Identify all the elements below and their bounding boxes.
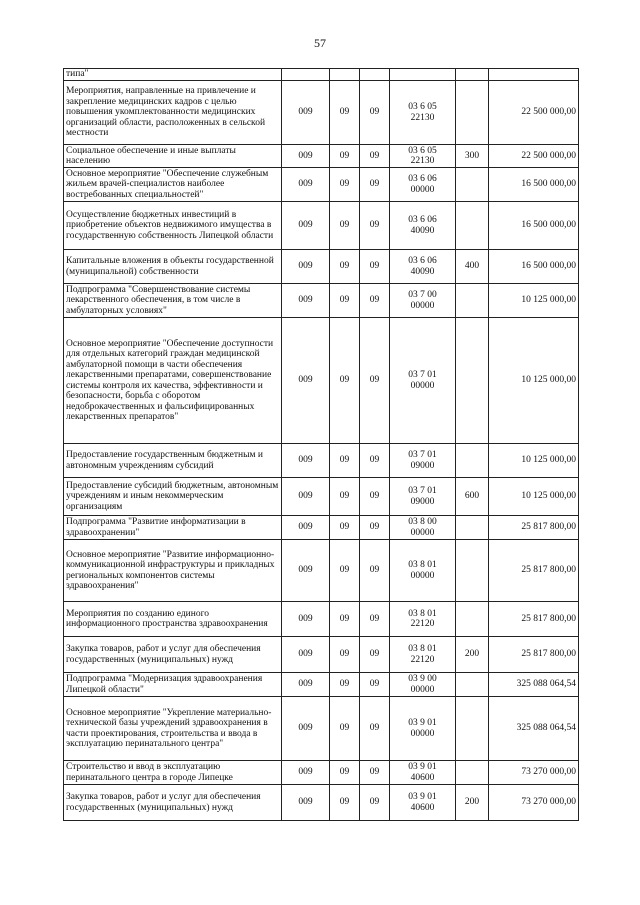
row-target-article bbox=[390, 444, 456, 478]
row-subsection-code: 09 bbox=[360, 540, 390, 602]
table-row bbox=[64, 697, 579, 761]
row-admin-code: 009 bbox=[282, 478, 330, 516]
row-expense-type: 200 bbox=[456, 637, 489, 673]
row-name: Социальное обеспечение и иные выплаты населению bbox=[64, 145, 282, 168]
row-section-code: 09 bbox=[330, 602, 360, 637]
row-target-article-line2: 00000 bbox=[410, 684, 435, 695]
row-admin-code: 009 bbox=[282, 250, 330, 284]
row-admin-code: 009 bbox=[282, 202, 330, 250]
table-row bbox=[64, 540, 579, 602]
table-row bbox=[64, 202, 579, 250]
row-target-article-line1: 03 7 01 bbox=[408, 486, 437, 496]
row-expense-type: 600 bbox=[456, 478, 489, 516]
table-row bbox=[64, 444, 579, 478]
row-admin-code bbox=[282, 69, 330, 81]
row-expense-type: 400 bbox=[456, 250, 489, 284]
table-row bbox=[64, 516, 579, 540]
row-expense-type bbox=[456, 81, 489, 145]
row-expense-type bbox=[456, 761, 489, 785]
row-admin-code: 009 bbox=[282, 145, 330, 168]
row-target-article bbox=[390, 697, 456, 761]
row-admin-code: 009 bbox=[282, 284, 330, 318]
row-section-code bbox=[330, 69, 360, 81]
row-admin-code: 009 bbox=[282, 318, 330, 444]
row-admin-code: 009 bbox=[282, 761, 330, 785]
row-target-article-line1: 03 6 06 bbox=[408, 174, 437, 184]
row-amount: 16 500 000,00 bbox=[489, 168, 579, 202]
table-row bbox=[64, 145, 579, 168]
table-row bbox=[64, 637, 579, 673]
row-target-article bbox=[390, 602, 456, 637]
row-amount: 16 500 000,00 bbox=[489, 202, 579, 250]
row-target-article-line1: 03 9 01 bbox=[408, 718, 437, 728]
row-section-code: 09 bbox=[330, 761, 360, 785]
row-target-article-line1: 03 7 01 bbox=[408, 370, 437, 380]
row-subsection-code: 09 bbox=[360, 602, 390, 637]
row-amount: 10 125 000,00 bbox=[489, 318, 579, 444]
row-amount: 10 125 000,00 bbox=[489, 284, 579, 318]
row-expense-type bbox=[456, 444, 489, 478]
row-target-article bbox=[390, 540, 456, 602]
row-name: Закупка товаров, работ и услуг для обеспечения государственных (муниципальных) нужд bbox=[64, 637, 282, 673]
table-row bbox=[64, 284, 579, 318]
row-target-article bbox=[390, 637, 456, 673]
row-name: Осуществление бюджетных инвестиций в приобретение объектов недвижимого имущества в государственную собственность Липецкой области bbox=[64, 202, 282, 250]
row-target-article-line2: 40600 bbox=[410, 772, 435, 783]
page-number: 57 bbox=[314, 36, 326, 50]
row-name: Основное мероприятие "Обеспечение доступности для отдельных категорий граждан медицинской амбулаторной помощи в части обеспечения лекарственными препаратами, совершенствование системы контроля их качества, эффективности и безопасности, борьба с оборотом недоброкачественных и фальсифицированных лекарственных препаратов" bbox=[64, 318, 282, 444]
row-target-article-line2: 00000 bbox=[410, 570, 435, 581]
row-amount: 22 500 000,00 bbox=[489, 145, 579, 168]
row-expense-type bbox=[456, 318, 489, 444]
row-amount: 22 500 000,00 bbox=[489, 81, 579, 145]
row-target-article-line1: 03 8 00 bbox=[408, 517, 437, 527]
row-target-article-line1: 03 6 06 bbox=[408, 215, 437, 225]
row-section-code: 09 bbox=[330, 145, 360, 168]
row-section-code: 09 bbox=[330, 697, 360, 761]
row-target-article bbox=[390, 168, 456, 202]
row-target-article-line2: 00000 bbox=[410, 728, 435, 739]
table-row bbox=[64, 69, 579, 81]
row-target-article bbox=[390, 202, 456, 250]
row-name: Подпрограмма "Развитие информатизации в здравоохранении" bbox=[64, 516, 282, 540]
row-subsection-code bbox=[360, 69, 390, 81]
row-target-article bbox=[390, 284, 456, 318]
row-amount: 325 088 064,54 bbox=[489, 697, 579, 761]
table-row bbox=[64, 168, 579, 202]
row-name: Строительство и ввод в эксплуатацию перинатального центра в городе Липецке bbox=[64, 761, 282, 785]
table-row bbox=[64, 602, 579, 637]
row-target-article bbox=[390, 81, 456, 145]
row-target-article-line2: 22120 bbox=[410, 654, 435, 665]
row-target-article bbox=[390, 785, 456, 821]
row-expense-type bbox=[456, 602, 489, 637]
row-expense-type bbox=[456, 516, 489, 540]
row-amount: 25 817 800,00 bbox=[489, 540, 579, 602]
row-target-article-line1: 03 8 01 bbox=[408, 644, 437, 654]
row-expense-type bbox=[456, 168, 489, 202]
row-target-article bbox=[390, 250, 456, 284]
row-name: Основное мероприятие "Укрепление материально-технической базы учреждений здравоохранения в части проектирования, строительства и ввода в эксплуатацию перинатального центра" bbox=[64, 697, 282, 761]
row-admin-code: 009 bbox=[282, 444, 330, 478]
row-subsection-code: 09 bbox=[360, 785, 390, 821]
row-section-code: 09 bbox=[330, 318, 360, 444]
row-subsection-code: 09 bbox=[360, 202, 390, 250]
row-amount bbox=[489, 69, 579, 81]
row-amount: 25 817 800,00 bbox=[489, 516, 579, 540]
row-target-article-line1: 03 7 01 bbox=[408, 450, 437, 460]
row-section-code: 09 bbox=[330, 478, 360, 516]
row-target-article-line2: 22130 bbox=[410, 156, 435, 166]
table-row bbox=[64, 250, 579, 284]
table-row bbox=[64, 81, 579, 145]
row-name: Основное мероприятие "Развитие информационно-коммуникационной инфраструктуры и прикладных региональных компонентов системы здравоохранения" bbox=[64, 540, 282, 602]
row-subsection-code: 09 bbox=[360, 478, 390, 516]
row-target-article-line1: 03 6 05 bbox=[408, 145, 437, 156]
row-target-article bbox=[390, 478, 456, 516]
row-section-code: 09 bbox=[330, 540, 360, 602]
row-target-article-line2: 09000 bbox=[410, 496, 435, 507]
row-name: Мероприятия по созданию единого информационного пространства здравоохранения bbox=[64, 602, 282, 637]
row-expense-type bbox=[456, 69, 489, 81]
row-subsection-code: 09 bbox=[360, 444, 390, 478]
row-amount: 73 270 000,00 bbox=[489, 785, 579, 821]
row-admin-code: 009 bbox=[282, 673, 330, 697]
row-admin-code: 009 bbox=[282, 602, 330, 637]
row-expense-type: 300 bbox=[456, 145, 489, 168]
row-amount: 25 817 800,00 bbox=[489, 637, 579, 673]
row-target-article bbox=[390, 761, 456, 785]
row-target-article-line1: 03 9 00 bbox=[408, 674, 437, 684]
row-section-code: 09 bbox=[330, 284, 360, 318]
row-section-code: 09 bbox=[330, 202, 360, 250]
row-section-code: 09 bbox=[330, 785, 360, 821]
row-name: Капитальные вложения в объекты государственной (муниципальной) собственности bbox=[64, 250, 282, 284]
row-section-code: 09 bbox=[330, 516, 360, 540]
row-target-article-line2: 40090 bbox=[410, 266, 435, 277]
row-expense-type bbox=[456, 202, 489, 250]
row-target-article-line1: 03 9 01 bbox=[408, 762, 437, 772]
row-expense-type bbox=[456, 284, 489, 318]
row-expense-type bbox=[456, 540, 489, 602]
row-amount: 10 125 000,00 bbox=[489, 478, 579, 516]
row-admin-code: 009 bbox=[282, 785, 330, 821]
row-target-article-line1: 03 9 01 bbox=[408, 792, 437, 802]
row-name: Основное мероприятие "Обеспечение служебным жильем врачей-специалистов наиболее востребованных специальностей" bbox=[64, 168, 282, 202]
row-subsection-code: 09 bbox=[360, 761, 390, 785]
row-target-article-line2: 00000 bbox=[410, 527, 435, 538]
row-target-article-line1: 03 8 01 bbox=[408, 608, 437, 619]
row-target-article-line2: 00000 bbox=[410, 184, 435, 195]
row-name: Подпрограмма "Модернизация здравоохранения Липецкой области" bbox=[64, 673, 282, 697]
row-section-code: 09 bbox=[330, 637, 360, 673]
row-target-article bbox=[390, 318, 456, 444]
row-target-article-line2: 00000 bbox=[410, 380, 435, 391]
row-target-article-line2: 09000 bbox=[410, 460, 435, 471]
table-row bbox=[64, 761, 579, 785]
row-name: Подпрограмма "Совершенствование системы лекарственного обеспечения, в том числе в амбулаторных условиях" bbox=[64, 284, 282, 318]
row-target-article-line1: 03 7 00 bbox=[408, 290, 437, 300]
row-target-article-line2: 22130 bbox=[410, 112, 435, 123]
row-subsection-code: 09 bbox=[360, 637, 390, 673]
row-name: типа" bbox=[64, 69, 282, 81]
row-amount: 325 088 064,54 bbox=[489, 673, 579, 697]
row-subsection-code: 09 bbox=[360, 81, 390, 145]
row-section-code: 09 bbox=[330, 250, 360, 284]
row-admin-code: 009 bbox=[282, 697, 330, 761]
row-admin-code: 009 bbox=[282, 81, 330, 145]
row-section-code: 09 bbox=[330, 673, 360, 697]
row-section-code: 09 bbox=[330, 444, 360, 478]
table-row bbox=[64, 478, 579, 516]
row-target-article bbox=[390, 145, 456, 168]
row-subsection-code: 09 bbox=[360, 673, 390, 697]
row-target-article-line2: 00000 bbox=[410, 300, 435, 311]
row-subsection-code: 09 bbox=[360, 250, 390, 284]
row-target-article bbox=[390, 516, 456, 540]
row-amount: 73 270 000,00 bbox=[489, 761, 579, 785]
row-target-article-line2: 40600 bbox=[410, 802, 435, 813]
row-admin-code: 009 bbox=[282, 540, 330, 602]
row-name: Предоставление государственным бюджетным и автономным учреждениям субсидий bbox=[64, 444, 282, 478]
row-admin-code: 009 bbox=[282, 168, 330, 202]
row-section-code: 09 bbox=[330, 168, 360, 202]
table-row bbox=[64, 318, 579, 444]
row-expense-type bbox=[456, 673, 489, 697]
row-target-article bbox=[390, 673, 456, 697]
row-target-article bbox=[390, 69, 456, 81]
table-row bbox=[64, 673, 579, 697]
row-section-code: 09 bbox=[330, 81, 360, 145]
row-expense-type: 200 bbox=[456, 785, 489, 821]
row-target-article-line1: 03 6 06 bbox=[408, 256, 437, 266]
row-admin-code: 009 bbox=[282, 516, 330, 540]
row-name: Предоставление субсидий бюджетным, автономным учреждениям и иным некоммерческим организациям bbox=[64, 478, 282, 516]
row-subsection-code: 09 bbox=[360, 145, 390, 168]
row-target-article-line2: 40090 bbox=[410, 225, 435, 236]
row-name: Закупка товаров, работ и услуг для обеспечения государственных (муниципальных) нужд bbox=[64, 785, 282, 821]
row-subsection-code: 09 bbox=[360, 284, 390, 318]
row-amount: 16 500 000,00 bbox=[489, 250, 579, 284]
row-target-article-line1: 03 8 01 bbox=[408, 560, 437, 570]
row-expense-type bbox=[456, 697, 489, 761]
row-target-article-line2: 22120 bbox=[410, 619, 435, 629]
row-admin-code: 009 bbox=[282, 637, 330, 673]
row-name: Мероприятия, направленные на привлечение и закрепление медицинских кадров с целью повышения укомплектованности медицинских организаций области, расположенных в сельской местности bbox=[64, 81, 282, 145]
row-subsection-code: 09 bbox=[360, 697, 390, 761]
row-subsection-code: 09 bbox=[360, 168, 390, 202]
row-target-article-line1: 03 6 05 bbox=[408, 102, 437, 112]
row-subsection-code: 09 bbox=[360, 318, 390, 444]
row-amount: 10 125 000,00 bbox=[489, 444, 579, 478]
table-row bbox=[64, 785, 579, 821]
row-amount: 25 817 800,00 bbox=[489, 602, 579, 637]
row-subsection-code: 09 bbox=[360, 516, 390, 540]
budget-table bbox=[63, 68, 579, 821]
